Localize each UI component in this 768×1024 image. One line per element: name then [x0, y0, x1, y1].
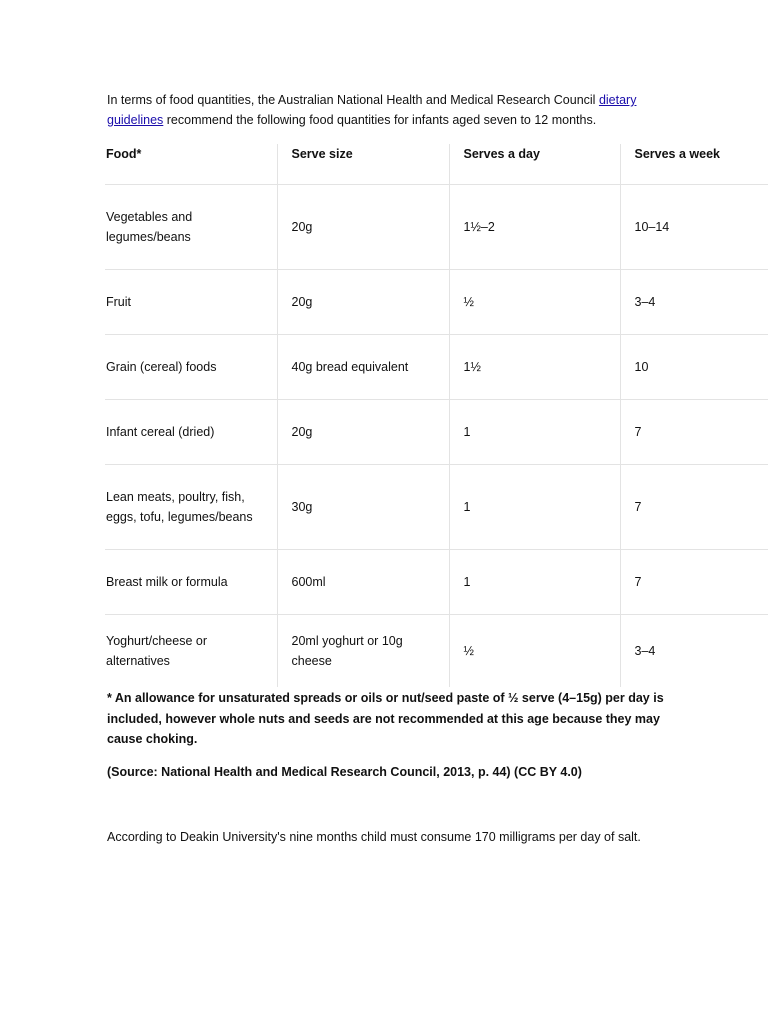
intro-paragraph [107, 90, 667, 130]
cell-serves-a-week: 7 [620, 550, 768, 615]
cell-serves-a-day: 1 [449, 465, 620, 550]
cell-serves-a-week: 3–4 [620, 270, 768, 335]
cell-serves-a-day: 1½ [449, 335, 620, 400]
cell-food: Lean meats, poultry, fish, eggs, tofu, legumes/beans [105, 465, 277, 550]
header-serve-size: Serve size [277, 144, 449, 185]
header-food: Food* [105, 144, 277, 185]
cell-serve-size: 20g [277, 400, 449, 465]
cell-serve-size: 20g [277, 185, 449, 270]
cell-serve-size: 20g [277, 270, 449, 335]
cell-serves-a-day: ½ [449, 615, 620, 688]
header-serves-a-day: Serves a day [449, 144, 620, 185]
cell-serves-a-week: 10 [620, 335, 768, 400]
cell-food: Yoghurt/cheese or alternatives [106, 634, 208, 668]
cell-food: Fruit [105, 270, 277, 335]
table-row [105, 335, 768, 400]
cell-serves-a-week: 3–4 [620, 615, 768, 688]
cell-serve-size: 30g [277, 465, 449, 550]
table-row [105, 465, 768, 550]
intro-text-before: In terms of food quantities, the Australian National Health and Medical Research Council [107, 93, 599, 107]
salt-note: According to Deakin University's nine months child must consume 170 milligrams per day of salt. [107, 830, 641, 844]
footnote: * An allowance for unsaturated spreads or oils or nut/seed paste of ½ serve (4–15g) per day is included, however whole nuts and seeds are not recommended at this age because they may cause choking. [107, 691, 664, 746]
cell-food: Grain (cereal) foods [105, 335, 277, 400]
cell-food: Vegetables and legumes/beans [105, 185, 277, 270]
cell-food: Breast milk or formula [105, 550, 277, 615]
cell-serves-a-day: 1 [449, 550, 620, 615]
table-row [105, 615, 768, 688]
cell-serve-size: 600ml [277, 550, 449, 615]
intro-text-after: recommend the following food quantities for infants aged seven to 12 months. [163, 113, 597, 127]
cell-food: Infant cereal (dried) [105, 400, 277, 465]
cell-serves-a-day: ½ [449, 270, 620, 335]
table-row [105, 270, 768, 335]
table-row [105, 550, 768, 615]
cell-serves-a-week: 7 [620, 400, 768, 465]
table-header-row [105, 144, 768, 185]
header-serves-a-week: Serves a week [620, 144, 768, 185]
cell-serves-a-day: 1½–2 [449, 185, 620, 270]
cell-serves-a-week: 7 [620, 465, 768, 550]
table-row [105, 185, 768, 270]
dietary-guidelines-link[interactable]: dietary guidelines [107, 93, 637, 127]
cell-serves-a-week: 10–14 [620, 185, 768, 270]
food-quantities-table [105, 144, 768, 687]
cell-serve-size: 20ml yoghurt or 10g cheese [277, 615, 449, 688]
source-citation: (Source: National Health and Medical Research Council, 2013, p. 44) (CC BY 4.0) [107, 765, 582, 779]
cell-serves-a-day: 1 [449, 400, 620, 465]
cell-serve-size: 40g bread equivalent [277, 335, 449, 400]
table-row [105, 400, 768, 465]
